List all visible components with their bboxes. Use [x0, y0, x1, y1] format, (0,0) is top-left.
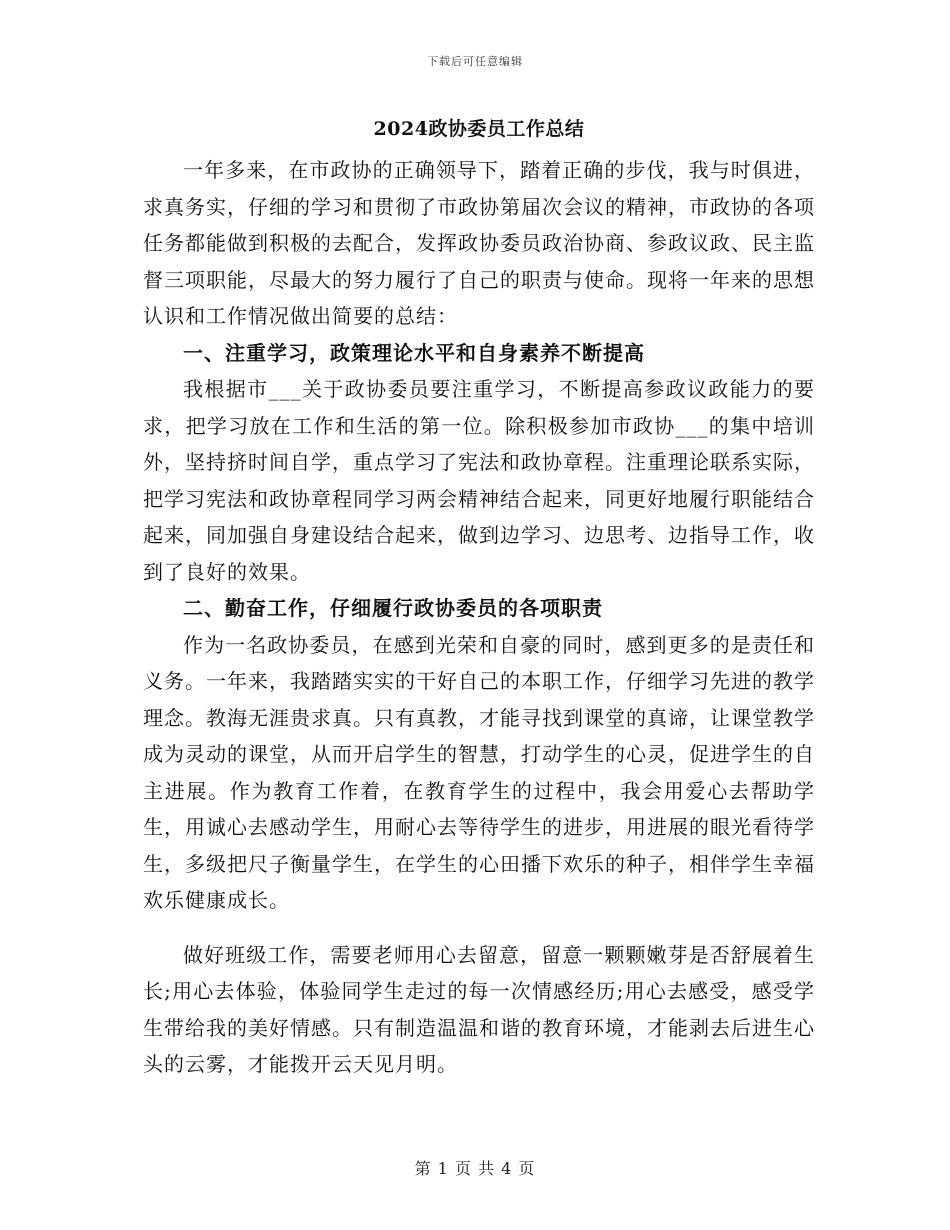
paragraph-gap	[143, 919, 815, 937]
section-1-paragraph: 我根据市___关于政协委员要注重学习，不断提高参政议政能力的要求，把学习放在工作和生活的第一位。除积极参加市政协___的集中培训外，坚持挤时间自学，重点学习了宪法和政协章程。注重理论联系实际，把学习宪法和政协章程同学习两会精神结合起来，同更好地履行职能结合起来，同加强自身建设结合起来，做到边学习、边思考、边指导工作，收到了良好的效果。	[143, 377, 815, 584]
document-title: 2024政协委员工作总结	[373, 118, 585, 140]
section-heading-1: 一、注重学习，政策理论水平和自身素养不断提高	[183, 340, 645, 365]
page-header-note: 下载后可任意编辑	[427, 55, 523, 68]
page-number: 第 1 页 共 4 页	[414, 1159, 536, 1178]
intro-paragraph: 一年多来，在市政协的正确领导下，踏着正确的步伐，我与时俱进，求真务实，仔细的学习和贯彻了市政协第届次会议的精神，市政协的各项任务都能做到积极的去配合，发挥政协委员政治协商、参政议政、民主监督三项职能，尽最大的努力履行了自己的职责与使命。现将一年来的思想认识和工作情况做出简要的总结：	[143, 158, 815, 328]
document-body	[143, 112, 815, 1083]
section-2-paragraph-1: 作为一名政协委员，在感到光荣和自豪的同时，感到更多的是责任和义务。一年来，我踏踏实实的干好自己的本职工作，仔细学习先进的教学理念。教海无涯贵求真。只有真教，才能寻找到课堂的真谛，让课堂教学成为灵动的课堂，从而开启学生的智慧，打动学生的心灵，促进学生的自主进展。作为教育工作着，在教育学生的过程中，我会用爱心去帮助学生，用诚心去感动学生，用耐心去等待学生的进步，用进展的眼光看待学生，多级把尺子衡量学生，在学生的心田播下欢乐的种子，相伴学生幸福欢乐健康成长。	[143, 632, 815, 912]
section-heading-2: 二、勤奋工作，仔细履行政协委员的各项职责	[183, 596, 603, 620]
section-2-paragraph-2: 做好班级工作，需要老师用心去留意，留意一颗颗嫩芽是否舒展着生长;用心去体验，体验同学生走过的每一次情感经历;用心去感受，感受学生带给我的美好情感。只有制造温温和谐的教育环境，才能剥去后进生心头的云雾，才能拨开云天见月明。	[143, 942, 815, 1076]
